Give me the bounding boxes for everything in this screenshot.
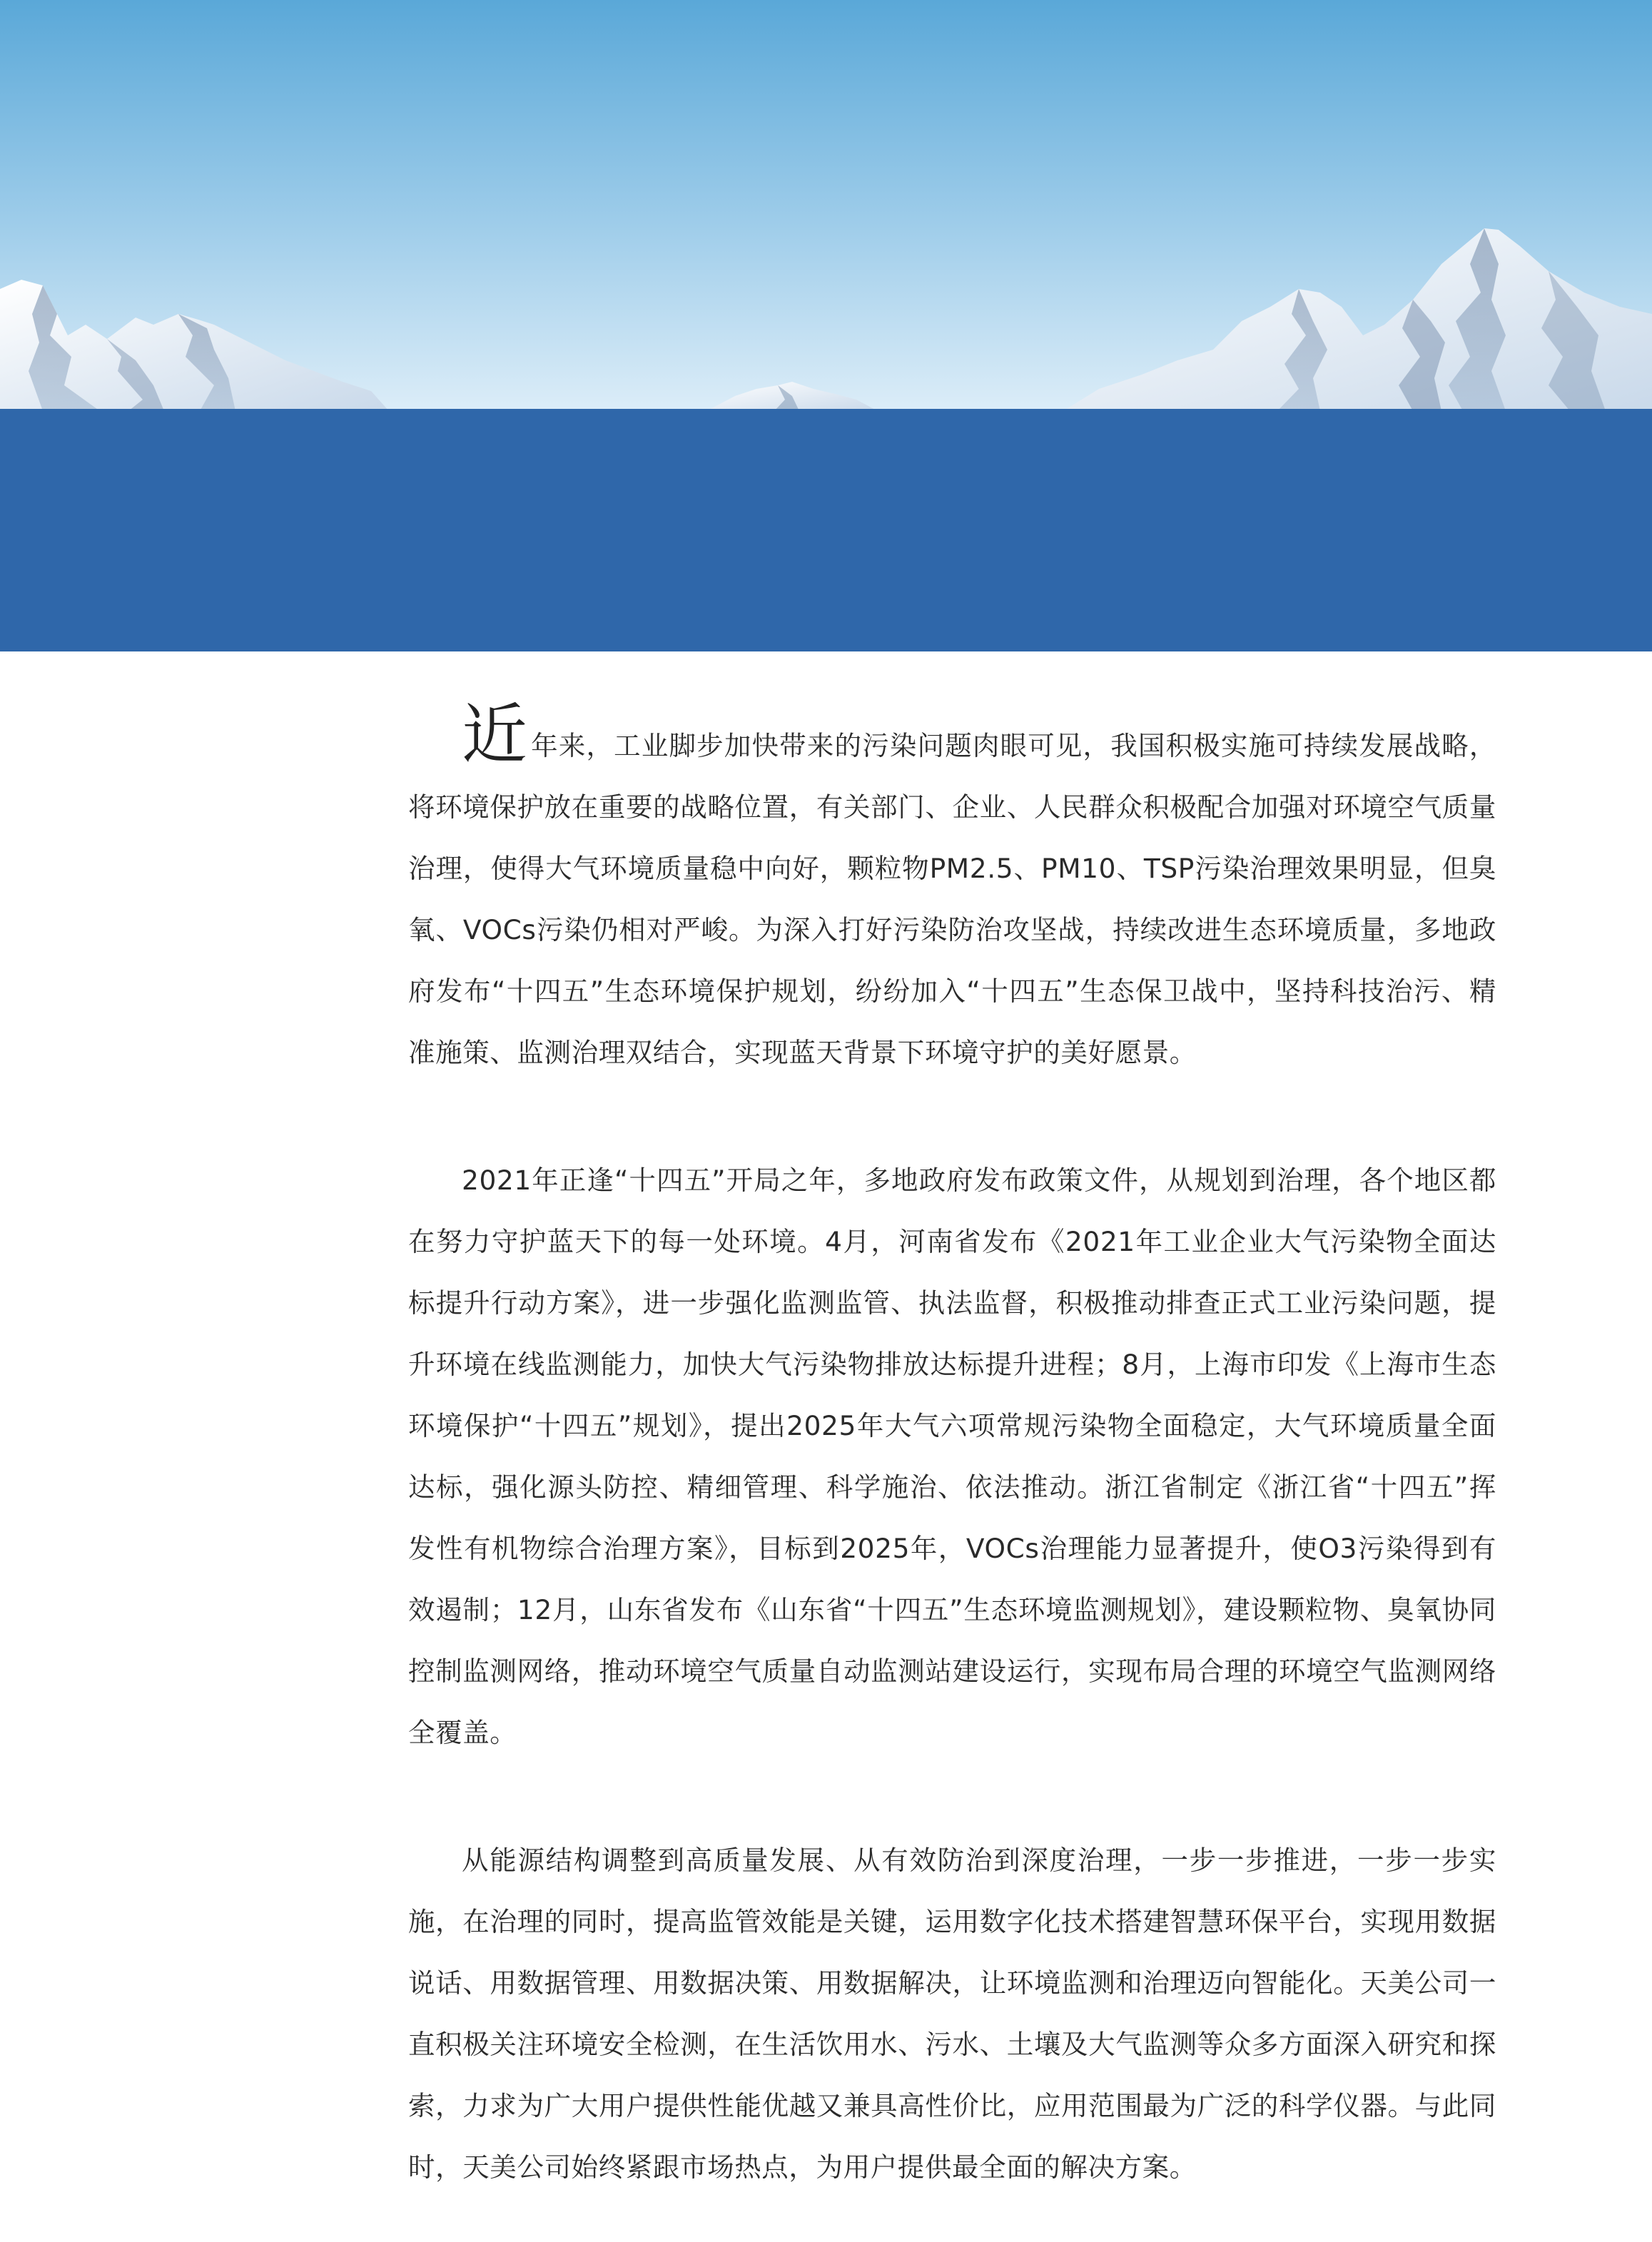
paragraph-1-text: 年来，工业脚步加快带来的污染问题肉眼可见，我国积极实施可持续发展战略，将环境保护放在重要的战略位置，有关部门、企业、人民群众积极配合加强对环境空气质量治理，使得大气环境质量稳中向好，颗粒物PM2.5、PM10、TSP污染治理效果明显，但臭氧、VOCs污染仍相对严峻。为深入打好污染防治攻坚战，持续改进生态环境质量，多地政府发布“十四五”生态环境保护规划，纷纷加入“十四五”生态保卫战中，坚持科技治污、精准施策、监测治理双结合，实现蓝天背景下环境守护的美好愿景。 xyxy=(408,730,1496,1068)
paragraph-3: 从能源结构调整到高质量发展、从有效防治到深度治理，一步一步推进，一步一步实施，在治理的同时，提高监管效能是关键，运用数字化技术搭建智慧环保平台，实现用数据说话、用数据管理、用数据决策、用数据解决，让环境监测和治理迈向智能化。天美公司一直积极关注环境安全检测，在生活饮用水、污水、土壤及大气监测等众多方面深入研究和探索，力求为广大用户提供性能优越又兼具高性价比，应用范围最为广泛的科学仪器。与此同时，天美公司始终紧跟市场热点，为用户提供最全面的解决方案。 xyxy=(408,1845,1496,2183)
article-body xyxy=(408,696,1496,2198)
sky-mountain-banner xyxy=(0,0,1652,411)
blue-title-band xyxy=(0,409,1652,651)
paragraph-1 xyxy=(408,696,1496,1083)
paragraph-2: 2021年正逢“十四五”开局之年，多地政府发布政策文件，从规划到治理，各个地区都在努力守护蓝天下的每一处环境。4月，河南省发布《2021年工业企业大气污染物全面达标提升行动方案》，进一步强化监测监管、执法监督，积极推动排查正式工业污染问题，提升环境在线监测能力，加快大气污染物排放达标提升进程；8月，上海市印发《上海市生态环境保护“十四五”规划》，提出2025年大气六项常规污染物全面稳定，大气环境质量全面达标，强化源头防控、精细管理、科学施治、依法推动。浙江省制定《浙江省“十四五”挥发性有机物综合治理方案》，目标到2025年，VOCs治理能力显著提升，使O3污染得到有效遏制；12月，山东省发布《山东省“十四五”生态环境监测规划》，建设颗粒物、臭氧协同控制监测网络，推动环境空气质量自动监测站建设运行，实现布局合理的环境空气监测网络全覆盖。 xyxy=(408,1165,1496,1748)
drop-cap: 近 xyxy=(462,696,529,773)
mountain-illustration xyxy=(0,0,1652,411)
band-fill xyxy=(0,409,1652,651)
